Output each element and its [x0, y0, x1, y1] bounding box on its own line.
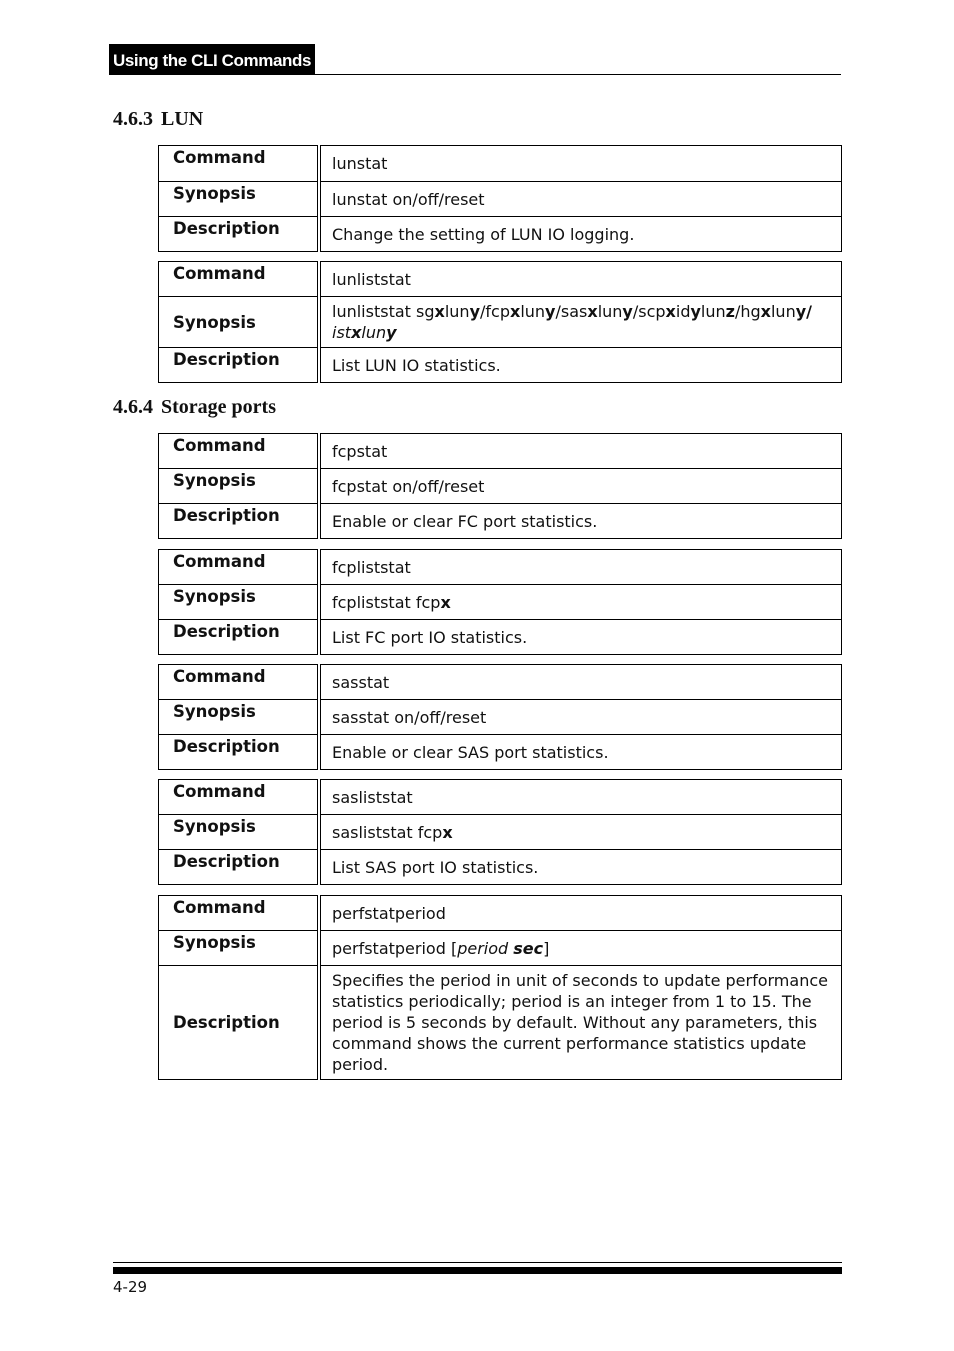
- synopsis-param: period: [457, 938, 509, 958]
- synopsis-text: /hg: [734, 302, 761, 321]
- synopsis-label: Synopsis: [159, 815, 320, 850]
- command-label: Command: [159, 434, 320, 469]
- synopsis-var: y: [545, 302, 556, 321]
- command-label: Command: [159, 665, 320, 700]
- synopsis-value: [319, 297, 842, 348]
- synopsis-text: id: [675, 302, 691, 321]
- command-label: Command: [159, 550, 320, 585]
- command-table-perfstatperiod: [158, 895, 842, 1080]
- synopsis-text: lun: [444, 302, 470, 321]
- section-title-storage-ports: [113, 396, 276, 419]
- synopsis-value: [319, 585, 842, 620]
- command-value: perfstatperiod: [319, 896, 842, 931]
- synopsis-text: /fcp: [480, 302, 510, 321]
- description-value: List FC port IO statistics.: [319, 620, 842, 655]
- command-label: Command: [159, 146, 320, 182]
- description-value: List SAS port IO statistics.: [319, 850, 842, 885]
- synopsis-text: ist: [332, 323, 352, 342]
- command-value: lunstat: [319, 146, 842, 182]
- description-value: Enable or clear SAS port statistics.: [319, 735, 842, 770]
- command-label: Command: [159, 780, 320, 815]
- command-value: fcpliststat: [319, 550, 842, 585]
- synopsis-var: x: [434, 302, 445, 321]
- command-table-fcpstat: [158, 433, 842, 539]
- synopsis-text: lun: [770, 302, 796, 321]
- synopsis-var: x: [760, 302, 771, 321]
- description-value: Change the setting of LUN IO logging.: [319, 217, 842, 252]
- synopsis-text: lun: [700, 302, 726, 321]
- synopsis-label: Synopsis: [159, 931, 320, 966]
- synopsis-text: lun: [597, 302, 623, 321]
- section-heading: LUN: [161, 108, 204, 130]
- synopsis-text: ]: [543, 938, 550, 958]
- synopsis-value: [319, 815, 842, 850]
- synopsis-var: x: [442, 822, 453, 842]
- description-label: Description: [159, 348, 320, 383]
- synopsis-var: z: [725, 302, 735, 321]
- section-number: 4.6.4: [113, 396, 153, 418]
- synopsis-text: /scp: [632, 302, 666, 321]
- synopsis-text: fcpliststat fcp: [332, 592, 441, 612]
- synopsis-var: x: [665, 302, 676, 321]
- description-value: Specifies the period in unit of seconds to update performance statistics periodically; period is an integer from 1 to 15. The period is 5 seconds by default. Without any parameters, this command shows the current performance statistics update period.: [319, 966, 842, 1080]
- section-number: 4.6.3: [113, 108, 153, 130]
- synopsis-var: y: [622, 302, 633, 321]
- description-value: Enable or clear FC port statistics.: [319, 504, 842, 539]
- synopsis-var: x: [351, 323, 362, 342]
- synopsis-var: x: [509, 302, 521, 321]
- synopsis-text: lunliststat sg: [332, 302, 435, 321]
- synopsis-var: x: [587, 302, 598, 321]
- command-table-lunliststat: [158, 261, 842, 383]
- footer-rule-thick: [113, 1267, 842, 1274]
- synopsis-value: sasstat on/off/reset: [319, 700, 842, 735]
- synopsis-value: fcpstat on/off/reset: [319, 469, 842, 504]
- synopsis-text: perfstatperiod [: [332, 938, 458, 958]
- section-title-lun: [113, 108, 203, 131]
- synopsis-value: lunstat on/off/reset: [319, 182, 842, 217]
- synopsis-var: y/: [795, 302, 812, 321]
- synopsis-unit: sec: [513, 938, 544, 958]
- synopsis-var: y: [469, 302, 480, 321]
- section-heading: Storage ports: [161, 396, 276, 418]
- synopsis-var: y: [690, 302, 701, 321]
- synopsis-var: y: [386, 323, 397, 342]
- description-label: Description: [159, 217, 320, 252]
- footer-rule-thin: [113, 1262, 842, 1263]
- command-value: sasstat: [319, 665, 842, 700]
- synopsis-label: Synopsis: [159, 297, 320, 348]
- synopsis-value: [319, 931, 842, 966]
- synopsis-label: Synopsis: [159, 700, 320, 735]
- command-label: Command: [159, 896, 320, 931]
- synopsis-text: sasliststat fcp: [332, 822, 443, 842]
- running-header-tab: Using the CLI Commands: [109, 44, 315, 75]
- command-value: sasliststat: [319, 780, 842, 815]
- synopsis-text: /sas: [555, 302, 588, 321]
- synopsis-label: Synopsis: [159, 182, 320, 217]
- command-table-sasstat: [158, 664, 842, 770]
- command-table-fcpliststat: [158, 549, 842, 655]
- description-label: Description: [159, 504, 320, 539]
- description-value: List LUN IO statistics.: [319, 348, 842, 383]
- description-label: Description: [159, 620, 320, 655]
- command-table-lunstat: [158, 145, 842, 252]
- header-rule: [109, 74, 841, 75]
- synopsis-text: lun: [361, 323, 387, 342]
- description-label: Description: [159, 850, 320, 885]
- command-table-sasliststat: [158, 779, 842, 885]
- synopsis-label: Synopsis: [159, 585, 320, 620]
- command-label: Command: [159, 262, 320, 297]
- command-value: fcpstat: [319, 434, 842, 469]
- synopsis-label: Synopsis: [159, 469, 320, 504]
- page-number: 4-29: [113, 1278, 148, 1296]
- synopsis-text: lun: [520, 302, 546, 321]
- synopsis-var: x: [440, 592, 451, 612]
- description-label: Description: [159, 966, 320, 1080]
- command-value: lunliststat: [319, 262, 842, 297]
- description-label: Description: [159, 735, 320, 770]
